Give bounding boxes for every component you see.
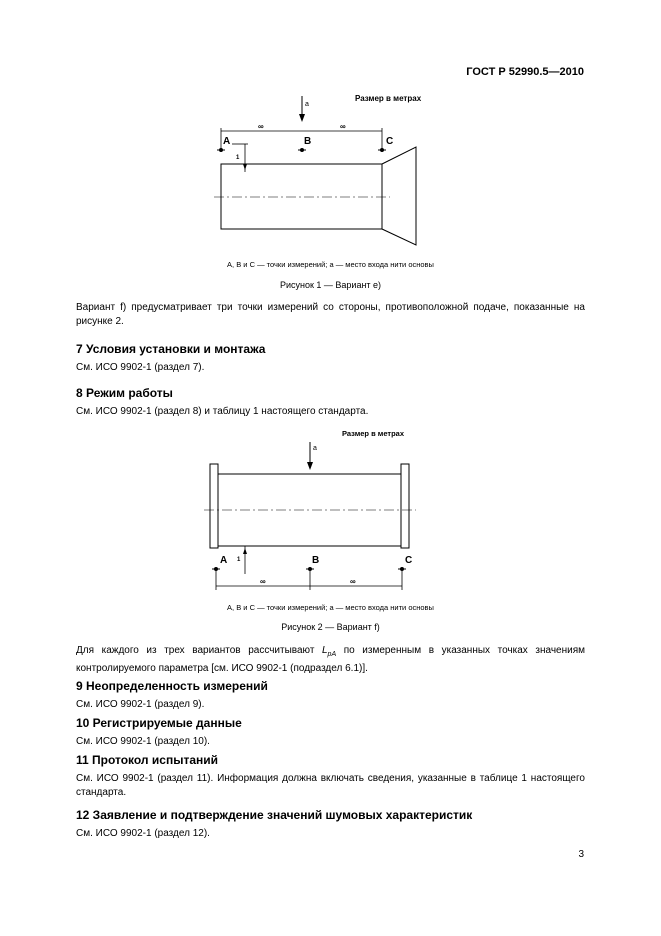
section-12-title: 12 Заявление и подтверждение значений шумовых характеристик xyxy=(76,808,473,822)
section-9-text: См. ИСО 9902-1 (раздел 9). xyxy=(76,699,205,710)
figure-2-drawing xyxy=(180,428,450,598)
document-header: ГОСТ Р 52990.5—2010 xyxy=(466,66,584,78)
point-C-label: C xyxy=(386,136,394,147)
feed-arrow-head xyxy=(307,462,313,470)
point-B-label: B xyxy=(312,555,320,566)
figure-2-size-note: Размер в метрах xyxy=(342,429,405,438)
figure-2-legend: A, B и C — точки измерений; a — место входа нити основы xyxy=(227,603,434,612)
figure-1-size-note: Размер в метрах xyxy=(355,94,422,103)
point-A-label: A xyxy=(220,555,228,566)
point-B-label: B xyxy=(304,136,312,147)
section-7-title: 7 Условия установки и монтажа xyxy=(76,342,266,356)
section-10-text: См. ИСО 9902-1 (раздел 10). xyxy=(76,736,210,747)
dim-label-2: ∞ xyxy=(340,122,346,131)
para-text-after: по измеренным в указанных точках значениям контролируемого параметра [см. ИСО 9902-1 (подраздел 6.1)]. xyxy=(76,645,585,674)
section-10-title: 10 Регистрируемые данные xyxy=(76,716,242,730)
vert-dim-label: 1 xyxy=(236,155,240,161)
machine-cone xyxy=(382,147,416,245)
point-B-marker xyxy=(298,148,306,152)
left-flange xyxy=(210,464,218,548)
dim-label-2: ∞ xyxy=(350,577,356,586)
right-flange xyxy=(401,464,409,548)
point-C-marker xyxy=(378,148,386,152)
feed-label-a: a xyxy=(313,445,317,452)
section-11-text: См. ИСО 9902-1 (раздел 11). Информация должна включать сведения, указанные в таблице 1 настоящего стандарта. xyxy=(76,773,585,798)
section-8-text: См. ИСО 9902-1 (раздел 8) и таблицу 1 настоящего стандарта. xyxy=(76,406,369,417)
point-C-label: C xyxy=(405,555,413,566)
machine-body xyxy=(221,164,382,229)
point-A-marker xyxy=(217,148,225,152)
page-number: 3 xyxy=(578,849,584,860)
symbol-subscript: pA xyxy=(327,651,337,658)
feed-label-a: a xyxy=(305,101,309,108)
vert-dim-label: 1 xyxy=(237,557,241,563)
figure-1-caption: Рисунок 1 — Вариант е) xyxy=(279,280,382,290)
section-9-title: 9 Неопределенность измерений xyxy=(76,679,268,693)
section-12-text: См. ИСО 9902-1 (раздел 12). xyxy=(76,828,210,839)
para-text-before: Для каждого из трех вариантов рассчитывают xyxy=(76,645,322,656)
point-A-label: A xyxy=(223,136,231,147)
dim-label-1: ∞ xyxy=(260,577,266,586)
figure-2-caption: Рисунок 2 — Вариант f) xyxy=(281,622,380,632)
figure-1-legend: A, B и C — точки измерений; a — место входа нити основы xyxy=(227,260,434,269)
figure-2 xyxy=(180,428,450,598)
section-11-title: 11 Протокол испытаний xyxy=(76,753,218,767)
figure-1-drawing xyxy=(200,92,460,257)
paragraph-variant-f: Вариант f) предусматривает три точки измерений со стороны, противоположной подаче, показанные на рисунке 2. xyxy=(76,302,585,327)
symbol-L: L xyxy=(321,645,328,656)
section-8-title: 8 Режим работы xyxy=(76,386,173,400)
section-7-text: См. ИСО 9902-1 (раздел 7). xyxy=(76,362,205,373)
figure-1 xyxy=(200,92,460,257)
paragraph-each-variant xyxy=(76,644,585,676)
dim-label-1: ∞ xyxy=(258,122,264,131)
feed-arrow-head xyxy=(299,114,305,122)
